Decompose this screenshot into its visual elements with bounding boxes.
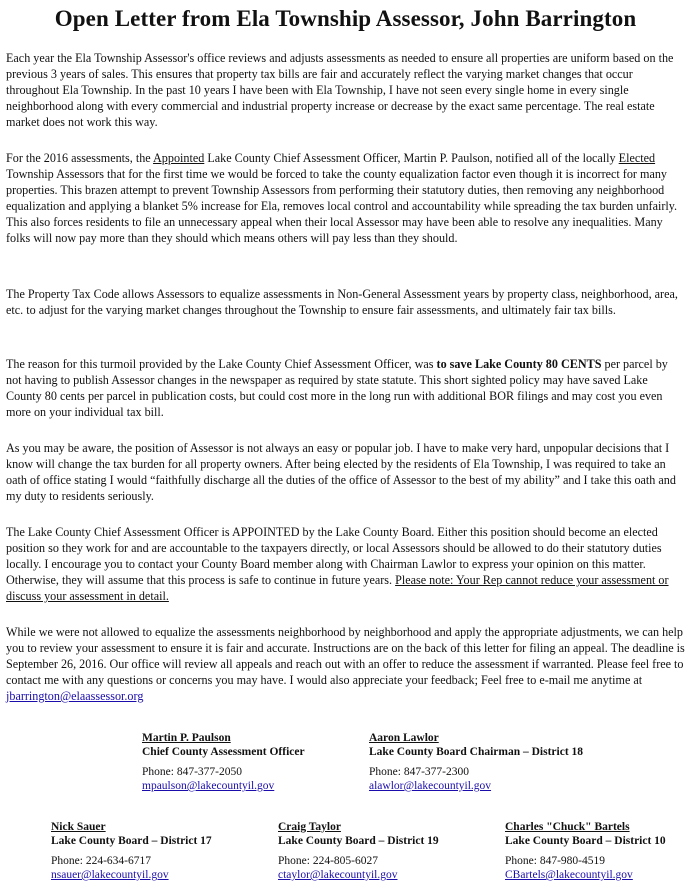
rep-note: Please note: Your Rep cannot reduce your assessment or discuss your assessment in detail. [6, 573, 669, 603]
p2-text-c: Township Assessors that for the first time we would be forced to take the county equalization factor even though it is incorrect for many properties. This brazen attempt to prevent Township Assessors from performing their statutory duties, then removing any neighborhood equalization and applying a blanket 5% increase for Ela, removes local control and accountability while spreading the tax burden unfairly. This also forces residents to file an unnecessary appeal when their local Assessor may have been able to resolve any inequalities. Many folks will now pay more than they should which means others will pay less than they should. [6, 167, 678, 245]
p2-text-b: Lake County Chief Assessment Officer, Martin P. Paulson, notified all of the locally [204, 151, 619, 165]
contact-block-sauer [51, 820, 212, 882]
contact-name: Craig Taylor [278, 821, 341, 833]
contact-title: Lake County Board – District 19 [278, 835, 439, 847]
contact-email-link[interactable]: CBartels@lakecountyil.gov [505, 869, 633, 881]
assessor-email-link[interactable]: jbarrington@elaassessor.org [6, 689, 144, 703]
letter-title: Open Letter from Ela Township Assessor, John Barrington [54, 6, 637, 31]
p4-text-b: per parcel by not having to publish Assessor changes in the newspaper as required by state statute. This short sighted policy may have saved Lake County 80 cents per parcel in publication costs, but could cost more in the long run with additional BOR filings and may cost you even more on your individual tax bill. [6, 357, 668, 419]
elected-text: Elected [618, 151, 656, 165]
p7-text-a: While we were not allowed to equalize the assessments neighborhood by neighborhood and apply the appropriate adjustments, we can help you to review your assessment to ensure it is fair and accurate. Instructions are on the back of this letter for filing an appeal. The deadline is September 26, 2016. Our office will review all appeals and reach out with an offer to reduce the assessment if warranted. Please feel free to contact me with any questions or concerns you may have. I would also appreciate your feedback; Feel free to e-mail me anytime at [6, 625, 685, 687]
appointed-text: Appointed [153, 151, 205, 165]
paragraph-intro: Each year the Ela Township Assessor's office reviews and adjusts assessments as needed to ensure all properties are uniform based on the previous 3 years of sales. This ensures that property tax bills are fair and accurately reflect the varying market changes that occur throughout Ela Township. In the past 10 years I have been with Ela Township, I have not seen every single home in every single neighborhood along with every commercial and industrial property increase or decrease by the exact same percentage. The real estate market does not work this way. [6, 51, 674, 129]
contact-phone: Phone: 847-377-2300 [369, 766, 469, 778]
contact-name: Martin P. Paulson [142, 732, 231, 744]
contact-title: Lake County Board – District 17 [51, 835, 212, 847]
contact-title: Chief County Assessment Officer [142, 746, 305, 758]
contact-name: Aaron Lawlor [369, 732, 439, 744]
paragraph-2016-assessments [6, 150, 685, 246]
contact-email-link[interactable]: ctaylor@lakecountyil.gov [278, 869, 398, 881]
contact-email-link[interactable]: nsauer@lakecountyil.gov [51, 869, 169, 881]
contact-phone: Phone: 224-805-6027 [278, 855, 378, 867]
p6-text-a: The Lake County Chief Assessment Officer is APPOINTED by the Lake County Board. Either this position should become an elected position so they work for and are accountable to the taxpayers directly, or local Assessors should be allowed to do their statutory duties locally. I encourage you to contact your County Board member along with Chairman Lawlor to express your opinion on this matter. Otherwise, they will assume that this process is safe to continue in future years. [6, 525, 662, 587]
contact-title: Lake County Board Chairman – District 18 [369, 746, 584, 758]
paragraph-assessor-role: As you may be aware, the position of Assessor is not always an easy or popular job. I have to make very hard, unpopular decisions that I know will change the tax burden for all property owners. After being elected by the residents of Ela Township, I was required to take an oath of office stating I would “faithfully discharge all the duties of the office of Assessor to the best of my ability” and I take this oath and my duty to residents seriously. [6, 441, 676, 503]
paragraph-appeal-help [6, 624, 685, 704]
contact-phone: Phone: 847-377-2050 [142, 766, 242, 778]
contact-block-bartels [505, 820, 666, 882]
p2-text-a: For the 2016 assessments, the [6, 151, 154, 165]
p4-bold-text: to save Lake County 80 CENTS [436, 357, 602, 371]
contact-title: Lake County Board – District 10 [505, 835, 666, 847]
contact-block-paulson [142, 731, 305, 793]
contact-block-lawlor [369, 731, 583, 793]
contact-phone: Phone: 224-634-6717 [51, 855, 151, 867]
contact-name: Charles "Chuck" Bartels [505, 821, 630, 833]
contact-name: Nick Sauer [51, 821, 106, 833]
paragraph-appointed-officer [6, 524, 685, 604]
p4-text-a: The reason for this turmoil provided by the Lake County Chief Assessment Officer, was [6, 357, 437, 371]
paragraph-turmoil-reason [6, 356, 685, 420]
contact-email-link[interactable]: mpaulson@lakecountyil.gov [142, 780, 275, 792]
paragraph-property-tax-code: The Property Tax Code allows Assessors to equalize assessments in Non-General Assessment years by property class, neighborhood, area, etc. to adjust for the varying market changes throughout the Township to ensure fair assessments, and ultimately fair tax bills. [6, 287, 678, 317]
contact-email-link[interactable]: alawlor@lakecountyil.gov [369, 780, 492, 792]
contact-block-taylor [278, 820, 439, 882]
contact-phone: Phone: 847-980-4519 [505, 855, 605, 867]
